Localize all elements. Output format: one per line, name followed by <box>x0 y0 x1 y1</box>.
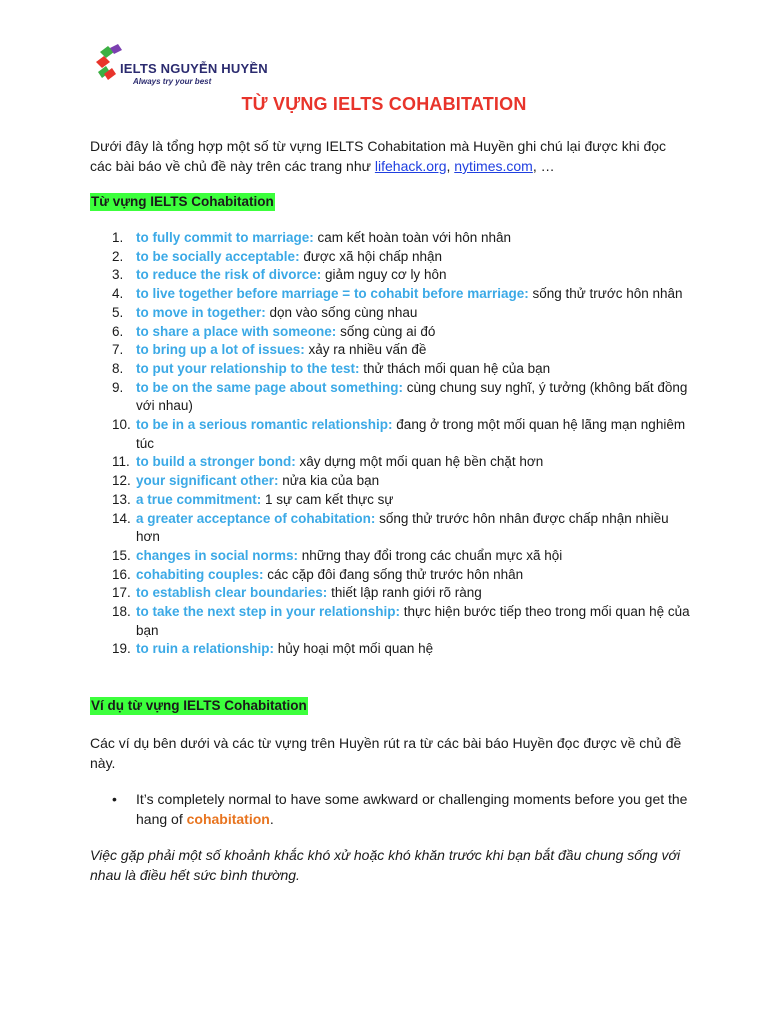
vocab-meaning: dọn vào sống cùng nhau <box>265 304 418 320</box>
vocab-term: changes in social norms: <box>136 547 299 563</box>
vocab-number: 16. <box>112 566 131 582</box>
vocab-term: to ruin a relationship: <box>136 641 275 657</box>
vocab-meaning: cùng chung suy nghĩ, ý tưởng (không bất đồng với nhau) <box>136 379 688 414</box>
vocab-item <box>90 453 690 472</box>
vocab-item <box>90 304 690 323</box>
vocab-number: 18. <box>112 604 131 620</box>
vocab-number: 12. <box>112 473 131 489</box>
intro-separator: , <box>446 158 455 174</box>
vocab-term: to establish clear boundaries: <box>136 585 328 601</box>
vocab-meaning: đang ở trong một mối quan hệ lãng mạn nghiêm túc <box>136 417 686 451</box>
vocab-number: 13. <box>112 491 131 507</box>
vocab-meaning: 1 sự cam kết thực sự <box>261 491 394 507</box>
vocab-term: to build a stronger bond: <box>136 454 296 470</box>
vocab-meaning: cam kết hoàn toàn với hôn nhân <box>313 230 512 245</box>
vocab-meaning: nửa kia của bạn <box>278 473 380 489</box>
vocab-item <box>90 603 690 640</box>
vocab-number: 1. <box>112 230 124 245</box>
vocab-term: to take the next step in your relationship: <box>136 604 401 620</box>
vocab-term: to put your relationship to the test: <box>136 360 360 376</box>
example-end: . <box>269 811 274 827</box>
vocab-meaning: sống thử trước hôn nhân được chấp nhận nhiều hơn <box>136 510 669 545</box>
vocab-number: 7. <box>112 342 124 358</box>
vocab-item <box>90 360 690 379</box>
vocab-item <box>90 547 690 566</box>
vocab-meaning: hủy hoại một mối quan hệ <box>274 641 434 657</box>
vocab-meaning: những thay đổi trong các chuẩn mực xã hội <box>298 547 563 563</box>
logo-name: IELTS NGUYỄN HUYỀN <box>120 61 268 76</box>
vocab-number: 2. <box>112 248 124 264</box>
vocab-number: 17. <box>112 585 131 601</box>
vocab-term: a greater acceptance of cohabitation: <box>136 510 376 526</box>
vocab-meaning: thử thách mối quan hệ của bạn <box>359 360 551 376</box>
section-heading-vocab: Từ vựng IELTS Cohabitation <box>91 194 274 209</box>
logo-tagline: Always try your best <box>133 77 212 86</box>
section-heading-examples: Ví dụ từ vựng IELTS Cohabitation <box>91 698 307 713</box>
vocab-number: 4. <box>112 286 124 302</box>
vocab-item <box>90 566 690 585</box>
vocab-number: 14. <box>112 510 131 526</box>
vocab-number: 3. <box>112 267 124 283</box>
intro-text: Dưới đây là tổng hợp một số từ vựng IELTS Cohabitation mà Huyền ghi chú lại được khi đọc các bài báo về chủ đề này trên các trang như <box>90 138 667 174</box>
vocab-term: to fully commit to marriage: <box>136 230 314 245</box>
intro-paragraph <box>90 136 690 176</box>
vocab-term: to share a place with someone: <box>136 323 337 339</box>
vocab-item <box>90 323 690 342</box>
example-translation: Việc gặp phải một số khoảnh khắc khó xử hoặc khó khăn trước khi bạn bắt đầu chung sống với nhau là điều hết sức bình thường. <box>90 847 681 883</box>
vocab-number: 10. <box>112 417 131 433</box>
vocab-item <box>90 229 690 248</box>
vocab-item <box>90 379 690 416</box>
vocab-term: a true commitment: <box>136 491 262 507</box>
example-text: It’s completely normal to have some awkward or challenging moments before you get the hang of <box>136 791 688 827</box>
vocab-meaning: xây dựng một mối quan hệ bền chặt hơn <box>295 454 544 470</box>
vocab-number: 9. <box>112 379 124 395</box>
vocab-number: 6. <box>112 323 124 339</box>
vocab-meaning: thực hiện bước tiếp theo trong mối quan hệ của bạn <box>136 604 690 638</box>
page-title: TỪ VỰNG IELTS COHABITATION <box>241 94 527 114</box>
vocab-meaning: thiết lập ranh giới rõ ràng <box>327 585 482 601</box>
vocab-item <box>90 341 690 360</box>
vocab-meaning: xảy ra nhiều vấn đề <box>304 342 427 358</box>
vocab-item <box>90 266 690 285</box>
vocab-number: 19. <box>112 641 131 657</box>
examples-intro: Các ví dụ bên dưới và các từ vựng trên Huyền rút ra từ các bài báo Huyền đọc được về chủ đề này. <box>90 735 682 771</box>
brand-logo <box>96 44 268 94</box>
link-nytimes[interactable]: nytimes.com <box>454 158 533 174</box>
vocab-item <box>90 584 690 603</box>
vocab-term: to move in together: <box>136 304 266 320</box>
vocab-term: to live together before marriage = to cohabit before marriage: <box>136 286 529 302</box>
vocab-term: to be on the same page about something: <box>136 379 404 395</box>
vocab-meaning: các cặp đôi đang sống thử trước hôn nhân <box>263 566 524 582</box>
vocab-number: 15. <box>112 547 131 563</box>
vocab-term: to bring up a lot of issues: <box>136 342 305 358</box>
example-keyword: cohabitation <box>186 811 270 827</box>
vocab-term: to reduce the risk of divorce: <box>136 267 322 283</box>
vocab-meaning: sống cùng ai đó <box>336 323 436 339</box>
example-sentence <box>136 789 696 829</box>
vocab-list <box>90 229 690 659</box>
vocab-term: cohabiting couples: <box>136 566 264 582</box>
vocab-item <box>90 248 690 267</box>
vocab-item <box>90 510 690 547</box>
vocab-number: 11. <box>112 454 130 470</box>
vocab-meaning: được xã hội chấp nhận <box>299 248 443 264</box>
vocab-number: 8. <box>112 360 124 376</box>
vocab-number: 5. <box>112 304 124 320</box>
vocab-meaning: sống thử trước hôn nhân <box>528 286 683 302</box>
vocab-term: your significant other: <box>136 473 279 489</box>
intro-ellipsis: , … <box>532 158 555 174</box>
vocab-item <box>90 416 690 453</box>
bullet-icon: • <box>112 791 117 807</box>
vocab-meaning: giảm nguy cơ ly hôn <box>321 267 447 283</box>
vocab-item <box>90 285 690 304</box>
vocab-item <box>90 491 690 510</box>
vocab-term: to be in a serious romantic relationship: <box>136 417 393 433</box>
link-lifehack[interactable]: lifehack.org <box>374 158 447 174</box>
vocab-item <box>90 640 690 659</box>
vocab-item <box>90 472 690 491</box>
vocab-term: to be socially acceptable: <box>136 248 300 264</box>
